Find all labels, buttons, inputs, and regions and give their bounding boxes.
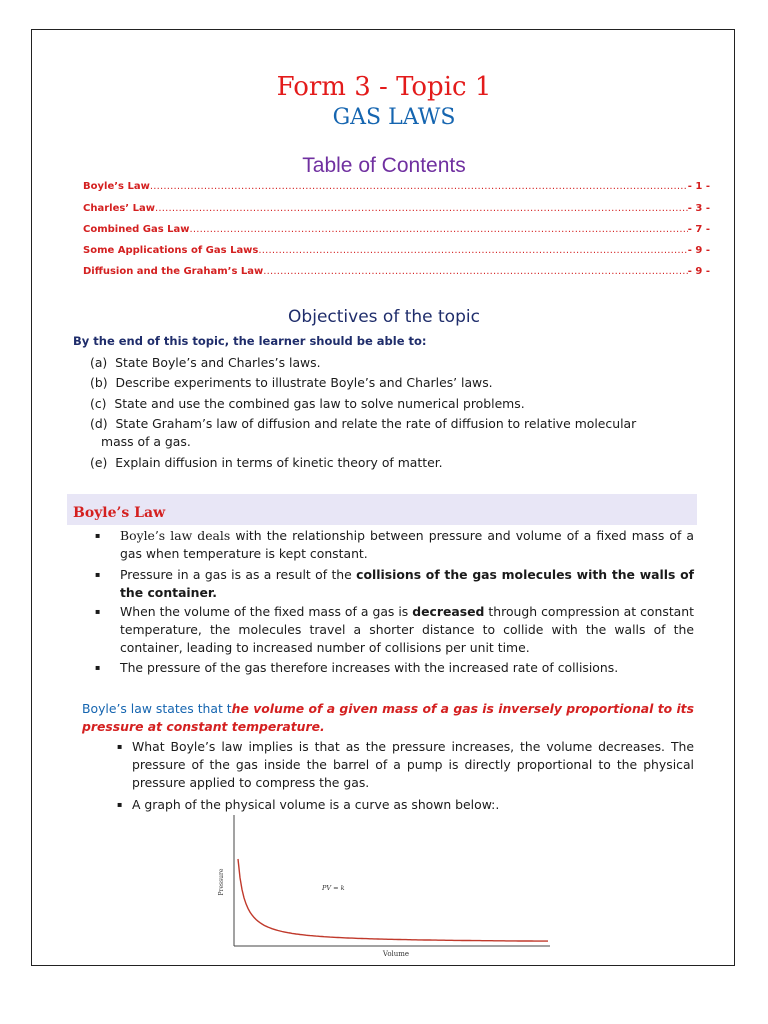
objective-marker: (b) xyxy=(90,375,108,390)
list-item-text: A graph of the physical volume is a curve as shown below:. xyxy=(132,797,500,812)
pressure-volume-curve xyxy=(238,859,548,941)
toc-item-label: Combined Gas Law xyxy=(83,224,190,235)
statement-law: he volume of a given mass of a gas is inversely proportional to its pressure at constant temperature xyxy=(82,701,694,734)
list-item-text: through compression at constant temperature, the molecules travel a shorter distance to collide with the walls of the container, leading to increased number of collisions per unit time. xyxy=(120,604,694,655)
x-axis-label: Volume xyxy=(382,950,410,958)
toc-leader-dots xyxy=(190,224,688,235)
objective-item xyxy=(90,374,694,392)
toc-item-diffusion[interactable] xyxy=(83,266,710,282)
emphasis-text: collisions of the gas molecules with the walls of the container. xyxy=(120,567,695,600)
document-subtitle: GAS LAWS xyxy=(332,105,456,130)
list-item-text: Pressure in a gas is as a result of the xyxy=(120,567,357,582)
objective-text: Explain diffusion in terms of kinetic theory of matter. xyxy=(115,455,443,470)
bullet-icon: ▪ xyxy=(95,570,101,579)
objective-marker: (d) xyxy=(90,416,108,431)
toc-leader-dots xyxy=(263,266,688,277)
toc-item-label: Charles’ Law xyxy=(83,203,155,214)
graph-equation: PV = k xyxy=(322,884,345,892)
list-item xyxy=(95,659,694,677)
toc-heading: Table of Contents xyxy=(302,154,466,177)
list-item xyxy=(95,603,694,657)
bullet-icon: ▪ xyxy=(95,531,101,540)
toc-item-label: Diffusion and the Graham’s Law xyxy=(83,266,264,277)
objective-text: State and use the combined gas law to solve numerical problems. xyxy=(114,396,525,411)
term: Boyle’s law deals xyxy=(120,528,231,543)
list-item-text: What Boyle’s law implies is that as the pressure increases, the volume decreases. The pressure of the gas inside the barrel of a pump is directly proportional to the physical pressure applied to compress the gas. xyxy=(132,739,694,790)
law-statement xyxy=(82,700,694,736)
objective-marker: (a) xyxy=(90,355,108,370)
toc-leader-dots xyxy=(258,245,687,256)
list-item-text: When the volume of the fixed mass of a gas is xyxy=(120,604,413,619)
objective-text: Describe experiments to illustrate Boyle’s and Charles’ laws. xyxy=(115,375,493,390)
objective-text: State Graham’s law of diffusion and relate the rate of diffusion to relative molecular xyxy=(115,416,637,431)
y-axis-label: Pressure xyxy=(218,868,225,896)
toc-item-page: - 1 - xyxy=(687,181,710,192)
list-item-text: with the relationship between pressure and volume of a fixed mass of a gas when temperature is kept constant. xyxy=(120,528,695,561)
objective-item xyxy=(90,454,694,472)
list-item xyxy=(95,566,694,602)
list-item-text: The pressure of the gas therefore increases with the increased rate of collisions. xyxy=(120,660,619,675)
toc-item-label: Some Applications of Gas Laws xyxy=(83,245,259,256)
list-item xyxy=(117,738,694,792)
toc-item-page: - 9 - xyxy=(687,266,710,277)
objective-text: State Boyle’s and Charles’s laws. xyxy=(115,355,321,370)
objective-item xyxy=(90,395,694,413)
objectives-heading: Objectives of the topic xyxy=(288,307,480,327)
toc-item-page: - 7 - xyxy=(687,224,710,235)
boyle-graph xyxy=(214,812,554,962)
bullet-icon: ▪ xyxy=(117,800,123,809)
toc-item-boyles-law[interactable] xyxy=(83,181,710,197)
bullet-icon: ▪ xyxy=(117,742,123,751)
objectives-intro: By the end of this topic, the learner should be able to: xyxy=(73,334,427,348)
toc-leader-dots xyxy=(155,203,688,214)
list-item xyxy=(95,527,694,563)
bullet-icon: ▪ xyxy=(95,607,101,616)
objective-marker: (e) xyxy=(90,455,108,470)
emphasis-text: decreased xyxy=(412,604,485,619)
toc-item-label: Boyle’s Law xyxy=(83,181,150,192)
objective-item-continued xyxy=(90,433,694,451)
toc-item-page: - 9 - xyxy=(687,245,710,256)
toc-item-applications[interactable] xyxy=(83,245,710,261)
toc-item-page: - 3 - xyxy=(687,203,710,214)
objective-item xyxy=(90,354,694,372)
statement-lead: Boyle’s law states that t xyxy=(82,701,232,716)
objective-item xyxy=(90,415,694,433)
toc-item-combined-gas-law[interactable] xyxy=(83,224,710,240)
bullet-icon: ▪ xyxy=(95,663,101,672)
document-title: Form 3 - Topic 1 xyxy=(276,72,492,102)
toc-leader-dots xyxy=(150,181,688,192)
toc-item-charles-law[interactable] xyxy=(83,203,710,219)
objective-marker: (c) xyxy=(90,396,107,411)
objective-text: mass of a gas. xyxy=(101,434,191,449)
section-heading-boyles-law: Boyle’s Law xyxy=(73,505,166,521)
statement-end: . xyxy=(320,719,325,734)
